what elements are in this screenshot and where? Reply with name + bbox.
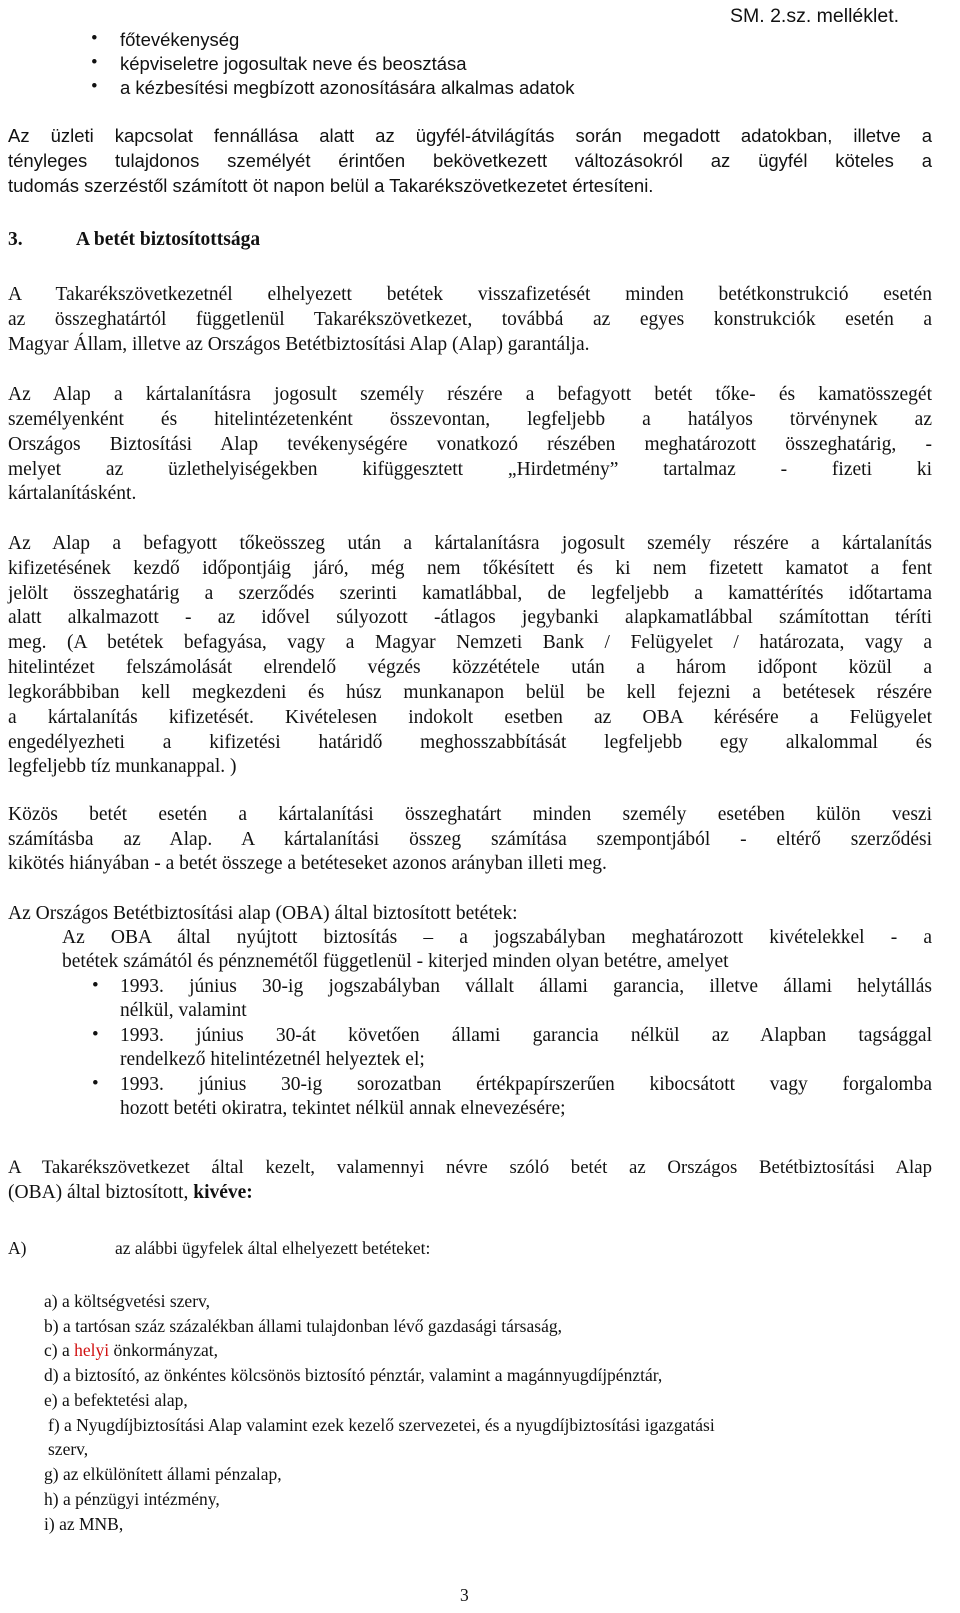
section-a-text: az alábbi ügyfelek által elhelyezett betéteket:	[115, 1238, 431, 1258]
bullet-mark: •	[92, 975, 99, 996]
list-item: b) a tartósan száz százalékban állami tulajdonban lévő gazdasági társaság,	[44, 1316, 562, 1336]
text-line: jelölt összeghatárig a szerződés szerinti kamatlábbal, de legfeljebb a kamattérítés időtartama	[8, 583, 932, 604]
list-item: 1993. június 30-át követően állami garancia nélkül az Alapban tagsággal	[120, 1025, 932, 1046]
list-item-cont: szerv,	[48, 1439, 89, 1459]
section-number: 3.	[8, 229, 23, 250]
list-item: e) a befektetési alap,	[44, 1390, 188, 1410]
annex-label: SM. 2.sz. melléklet.	[730, 5, 900, 27]
text-line: Magyar Állam, illetve az Országos Betétbiztosítási Alap (Alap) garantálja.	[8, 334, 590, 355]
text-line: Közös betét esetén a kártalanítási összeghatárt minden személy esetében külön veszi	[8, 804, 932, 825]
text-line: számításba az Alap. A kártalanítási összeg számítása szempontjából - eltérő szerződési	[8, 829, 932, 850]
text-line: Az Alap a befagyott tőkeösszeg után a kártalanításra jogosult személy részére a kártalanítás	[8, 533, 932, 554]
list-item: képviseletre jogosultak neve és beosztása	[120, 53, 467, 74]
text-line: A Takarékszövetkezetnél elhelyezett betétek visszafizetését minden betétkonstrukció esetén	[8, 284, 932, 305]
list-item: a kézbesítési megbízott azonosítására alkalmas adatok	[120, 77, 575, 98]
text-line: legfeljebb tíz munkanappal. )	[8, 756, 237, 777]
text-line: legkorábbiban kell megkezdeni és húsz munkanapon belül be kell fejezni a betétesek részére	[8, 682, 932, 703]
text-line: meg. (A betétek befagyása, vagy a Magyar Nemzeti Bank / Felügyelet / határozata, vagy a	[8, 632, 932, 653]
text-line: melyet az üzlethelyiségekben kifüggesztett „Hirdetmény” tartalmaz - fizeti ki	[8, 459, 932, 480]
section-a-label: A)	[8, 1238, 27, 1258]
list-item-cont: hozott betéti okiratra, tekintet nélkül annak elnevezésére;	[120, 1098, 566, 1119]
text-line: engedélyezheti a kifizetési határidő meghosszabbítását legfeljebb egy alkalommal és	[8, 732, 932, 753]
text-line: tényleges tulajdonos személyét érintően bekövetkezett változásokról az ügyfél köteles a	[8, 150, 932, 171]
text-line: Az Alap a kártalanításra jogosult személy részére a befagyott betét tőke- és kamatösszegét	[8, 384, 932, 405]
highlighted-word: helyi	[74, 1340, 110, 1360]
section-title: A betét biztosítottsága	[76, 229, 261, 250]
text-line	[8, 1181, 253, 1205]
list-item: a) a költségvetési szerv,	[44, 1291, 211, 1311]
text-line: A Takarékszövetkezet által kezelt, valamennyi névre szóló betét az Országos Betétbiztosítási Alap	[8, 1157, 932, 1178]
list-item: 1993. június 30-ig jogszabályban vállalt állami garancia, illetve állami helytállás	[120, 976, 932, 997]
text-line: személyenként és hitelintézetenként összevontan, legfeljebb a hatályos törvénynek az	[8, 409, 932, 430]
list-item: i) az MNB,	[44, 1514, 124, 1534]
bullet-mark: •	[91, 28, 98, 49]
text-line: Országos Biztosítási Alap tevékenységére vonatkozó részében meghatározott összeghatárig, -	[8, 434, 932, 455]
text-line: kártalanításként.	[8, 483, 137, 504]
text-line: a kártalanítás kifizetését. Kivételesen indokolt esetben az OBA kérésére a Felügyelet	[8, 707, 932, 728]
list-item: f) a Nyugdíjbiztosítási Alap valamint ezek kezelő szervezetei, és a nyugdíjbiztosítási igazgatási	[48, 1415, 715, 1435]
text-run: (OBA) által biztosított,	[8, 1182, 194, 1203]
text-line: alatt alkalmazott - az idővel súlyozott -átlagos jegybanki alapkamatlábbal számítottan téríti	[8, 607, 932, 628]
list-item	[44, 1338, 218, 1362]
oba-intro: Az Országos Betétbiztosítási alap (OBA) által biztosított betétek:	[8, 903, 518, 924]
text-run: önkormányzat,	[109, 1340, 218, 1360]
text-line: kikötés hiányában - a betét összege a betéteseket azonos arányban illeti meg.	[8, 853, 607, 874]
text-line: az összeghatártól függetlenül Takarékszövetkezet, továbbá az egyes konstrukciók esetén a	[8, 309, 932, 330]
bullet-mark: •	[92, 1024, 99, 1045]
text-run: c) a	[44, 1340, 75, 1360]
text-line: hitelintézet felszámolását elrendelő végzés közzététele után a három időpont közül a	[8, 657, 932, 678]
list-item: g) az elkülönített állami pénzalap,	[44, 1464, 282, 1484]
except-label: kivéve:	[193, 1182, 253, 1203]
list-item: d) a biztosító, az önkéntes kölcsönös biztosító pénztár, valamint a magánnyugdíjpénztár,	[44, 1365, 663, 1385]
list-item-cont: rendelkező hitelintézetnél helyeztek el;	[120, 1049, 425, 1070]
bullet-mark: •	[92, 1073, 99, 1094]
list-item: h) a pénzügyi intézmény,	[44, 1489, 220, 1509]
list-item: főtevékenység	[120, 29, 240, 50]
text-line: betétek számától és pénznemétől függetlenül - kiterjed minden olyan betétre, amelyet	[62, 951, 729, 972]
text-line: Az OBA által nyújtott biztosítás – a jogszabályban meghatározott kivételekkel - a	[62, 927, 932, 948]
text-line: kifizetésének kezdő időpontjáig járó, még nem tőkésített és ki nem fizetett kamatot a fent	[8, 558, 932, 579]
bullet-mark: •	[91, 76, 98, 97]
list-item: 1993. június 30-ig sorozatban értékpapírszerűen kibocsátott vagy forgalomba	[120, 1074, 932, 1095]
list-item-cont: nélkül, valamint	[120, 1000, 247, 1021]
bullet-mark: •	[91, 52, 98, 73]
text-line: Az üzleti kapcsolat fennállása alatt az ügyfél-átvilágítás során megadott adatokban, illetve a	[8, 125, 932, 146]
text-line: tudomás szerzéstől számított öt napon belül a Takarékszövetkezetet értesíteni.	[8, 175, 654, 196]
page-number: 3	[460, 1585, 469, 1605]
